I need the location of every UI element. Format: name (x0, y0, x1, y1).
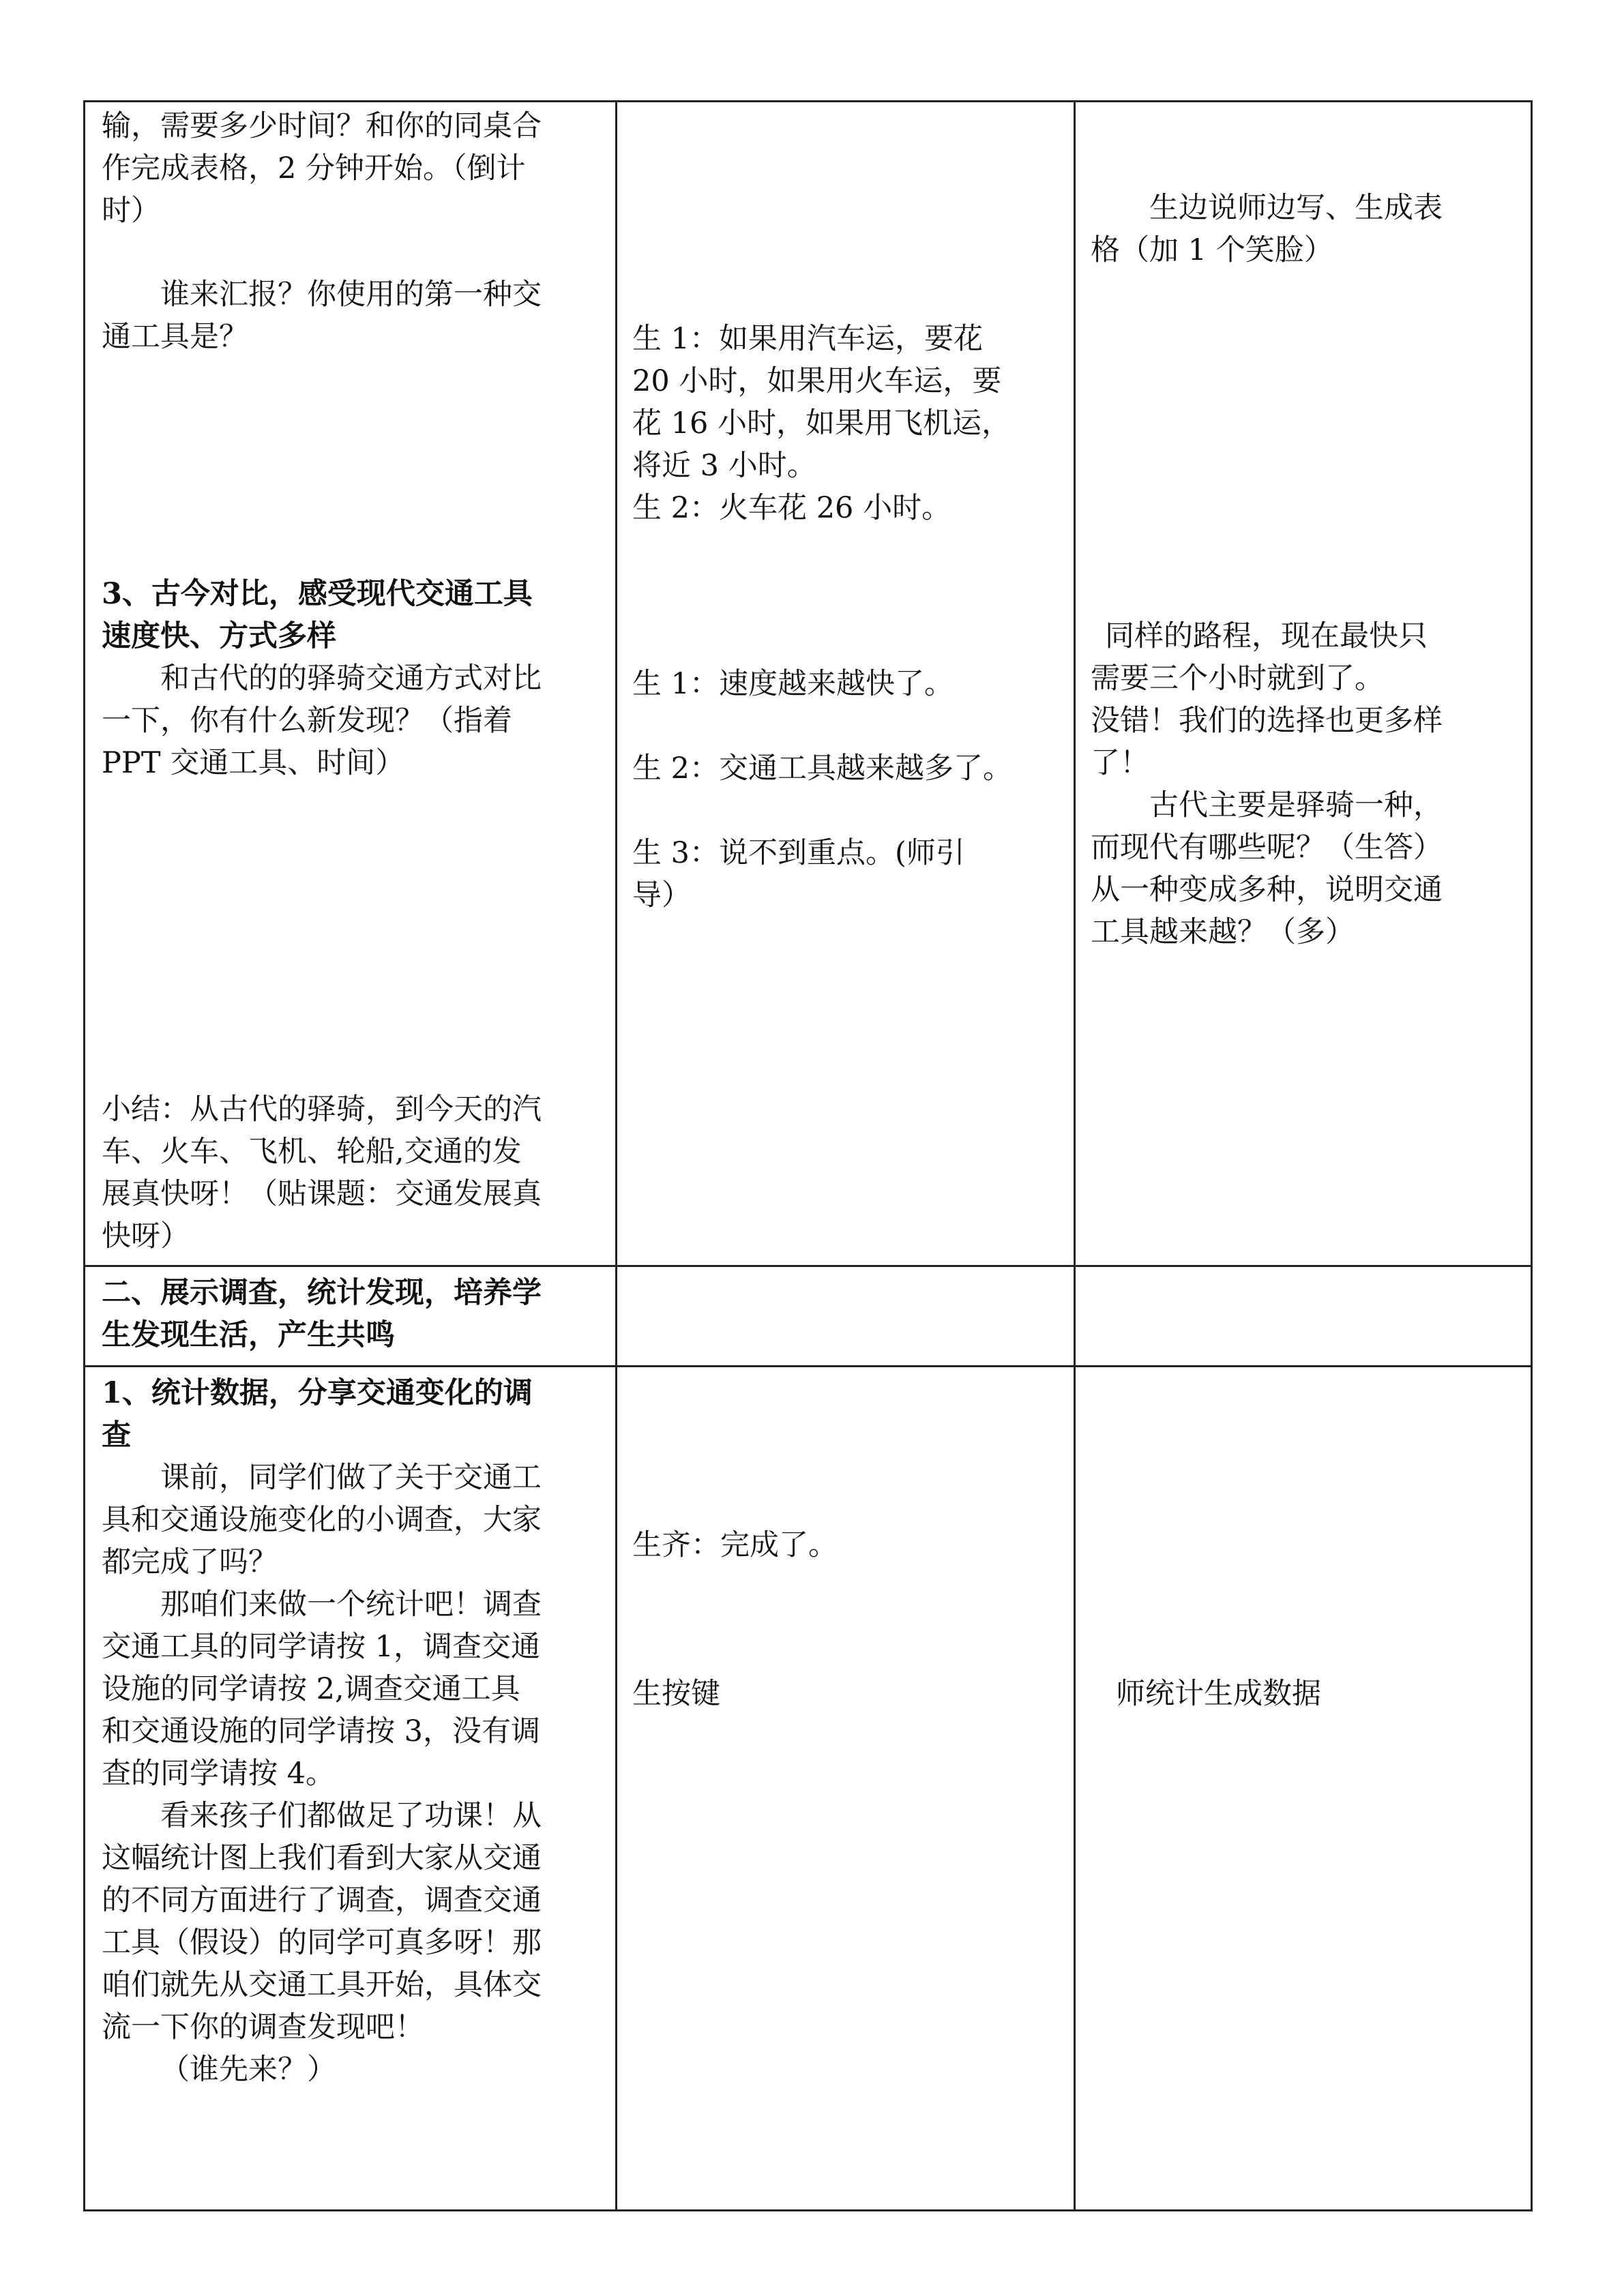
text-line: 花 16 小时，如果用飞机运， (632, 406, 1012, 441)
text-line: 谁来汇报？你使用的第一种交 (160, 278, 542, 312)
heading-line: 生发现生活，产生共鸣 (102, 1318, 395, 1352)
text-line: 车、火车、飞机、轮船,交通的发 (102, 1135, 522, 1169)
text-line: 工具（假设）的同学可真多呀！那 (102, 1926, 542, 1960)
text-line: 输，需要多少时间？和你的同桌合 (102, 109, 542, 143)
text-line: 和古代的的驿骑交通方式对比 (160, 661, 542, 696)
text-line: 而现代有哪些呢？（生答） (1091, 831, 1443, 865)
text-line: PPT 交通工具、时间） (102, 746, 405, 780)
text-line: 的不同方面进行了调查，调查交通 (102, 1883, 542, 1918)
text-line: 通工具是？ (102, 320, 248, 354)
row1-col3-note2 (1091, 615, 1443, 953)
row1-col1-text2 (102, 273, 542, 358)
text-line: （谁先来？） (160, 2053, 336, 2087)
row1-col1-section-heading (102, 573, 542, 784)
text-line: 古代主要是驿骑一种， (1149, 788, 1443, 822)
text-line: 生按键 (632, 1677, 720, 1711)
text-line: 没错！我们的选择也更多样 (1091, 704, 1443, 738)
heading-line: 查 (102, 1418, 131, 1452)
text-line: 工具越来越？（多） (1091, 915, 1355, 949)
text-line: 设施的同学请按 2,调查交通工具 (102, 1672, 520, 1706)
row3-col2-answer1 (632, 1524, 838, 1566)
row1-col1-summary (102, 1088, 542, 1257)
text-line: 生边说师边写、生成表 (1149, 191, 1443, 225)
text-line: 展真快呀！（贴课题：交通发展真 (102, 1177, 542, 1211)
heading-line: 二、展示调查，统计发现，培养学 (102, 1276, 542, 1310)
text-line: 了！ (1091, 746, 1149, 780)
row1-col3-note1 (1091, 187, 1443, 271)
text-line: 生 3：说不到重点。(师引 (632, 836, 965, 870)
text-line: 生 2：火车花 26 小时。 (632, 491, 951, 525)
text-line: 那咱们来做一个统计吧！调查 (160, 1587, 542, 1622)
text-line: 生 2：交通工具越来越多了。 (632, 751, 1013, 786)
text-line: 生 1：如果用汽车运，要花 (632, 322, 984, 356)
column-divider-2 (1074, 102, 1076, 2209)
text-line: 流一下你的调查发现吧！ (102, 2010, 424, 2044)
row1-col1-text1 (102, 105, 542, 232)
text-line: 都完成了吗？ (102, 1545, 278, 1579)
text-line: 同样的路程，现在最快只 (1105, 619, 1428, 653)
heading-line: 速度快、方式多样 (102, 619, 336, 653)
text-line: 一下，你有什么新发现？（指着 (102, 704, 512, 738)
lesson-plan-table (83, 100, 1533, 2211)
text-line: 生齐：完成了。 (632, 1528, 838, 1562)
row2-section-heading (102, 1272, 542, 1356)
row1-col2-answer-b2 (632, 747, 1012, 790)
heading-line: 1、统计数据，分享交通变化的调 (102, 1376, 533, 1410)
text-line: 这幅统计图上我们看到大家从交通 (102, 1841, 542, 1875)
text-line: 看来孩子们都做足了功课！从 (160, 1799, 542, 1833)
text-line: 师统计生成数据 (1116, 1677, 1321, 1711)
text-line: 交通工具的同学请按 1，调查交通 (102, 1630, 541, 1664)
text-line: 格（加 1 个笑脸） (1091, 233, 1333, 267)
row3-col1-content (102, 1372, 542, 2091)
text-line: 快呀） (102, 1219, 190, 1253)
text-line: 导） (632, 878, 691, 912)
text-line: 时） (102, 194, 160, 228)
text-line: 作完成表格，2 分钟开始。（倒计 (102, 151, 526, 185)
text-line: 查的同学请按 4。 (102, 1757, 336, 1791)
text-line: 生 1：速度越来越快了。 (632, 667, 954, 701)
row-divider-2 (85, 1365, 1531, 1367)
text-line: 具和交通设施变化的小调查，大家 (102, 1503, 542, 1537)
row1-col2-answer-b1 (632, 663, 954, 705)
column-divider-1 (615, 102, 617, 2209)
row3-col3-note (1116, 1673, 1321, 1715)
row3-col2-answer2 (632, 1673, 720, 1715)
row1-col2-answers (632, 318, 1011, 529)
text-line: 咱们就先从交通工具开始，具体交 (102, 1968, 542, 2002)
row-divider-1 (85, 1265, 1531, 1267)
text-line: 需要三个小时就到了。 (1091, 661, 1384, 696)
text-line: 将近 3 小时。 (632, 449, 816, 483)
text-line: 20 小时，如果用火车运，要 (632, 364, 1002, 398)
heading-line: 3、古今对比，感受现代交通工具 (102, 577, 533, 611)
text-line: 和交通设施的同学请按 3，没有调 (102, 1714, 541, 1748)
text-line: 从一种变成多种，说明交通 (1091, 873, 1443, 907)
text-line: 课前，同学们做了关于交通工 (160, 1461, 542, 1495)
text-line: 小结：从古代的驿骑，到今天的汽 (102, 1092, 542, 1127)
row1-col2-answer-b3 (632, 832, 965, 916)
